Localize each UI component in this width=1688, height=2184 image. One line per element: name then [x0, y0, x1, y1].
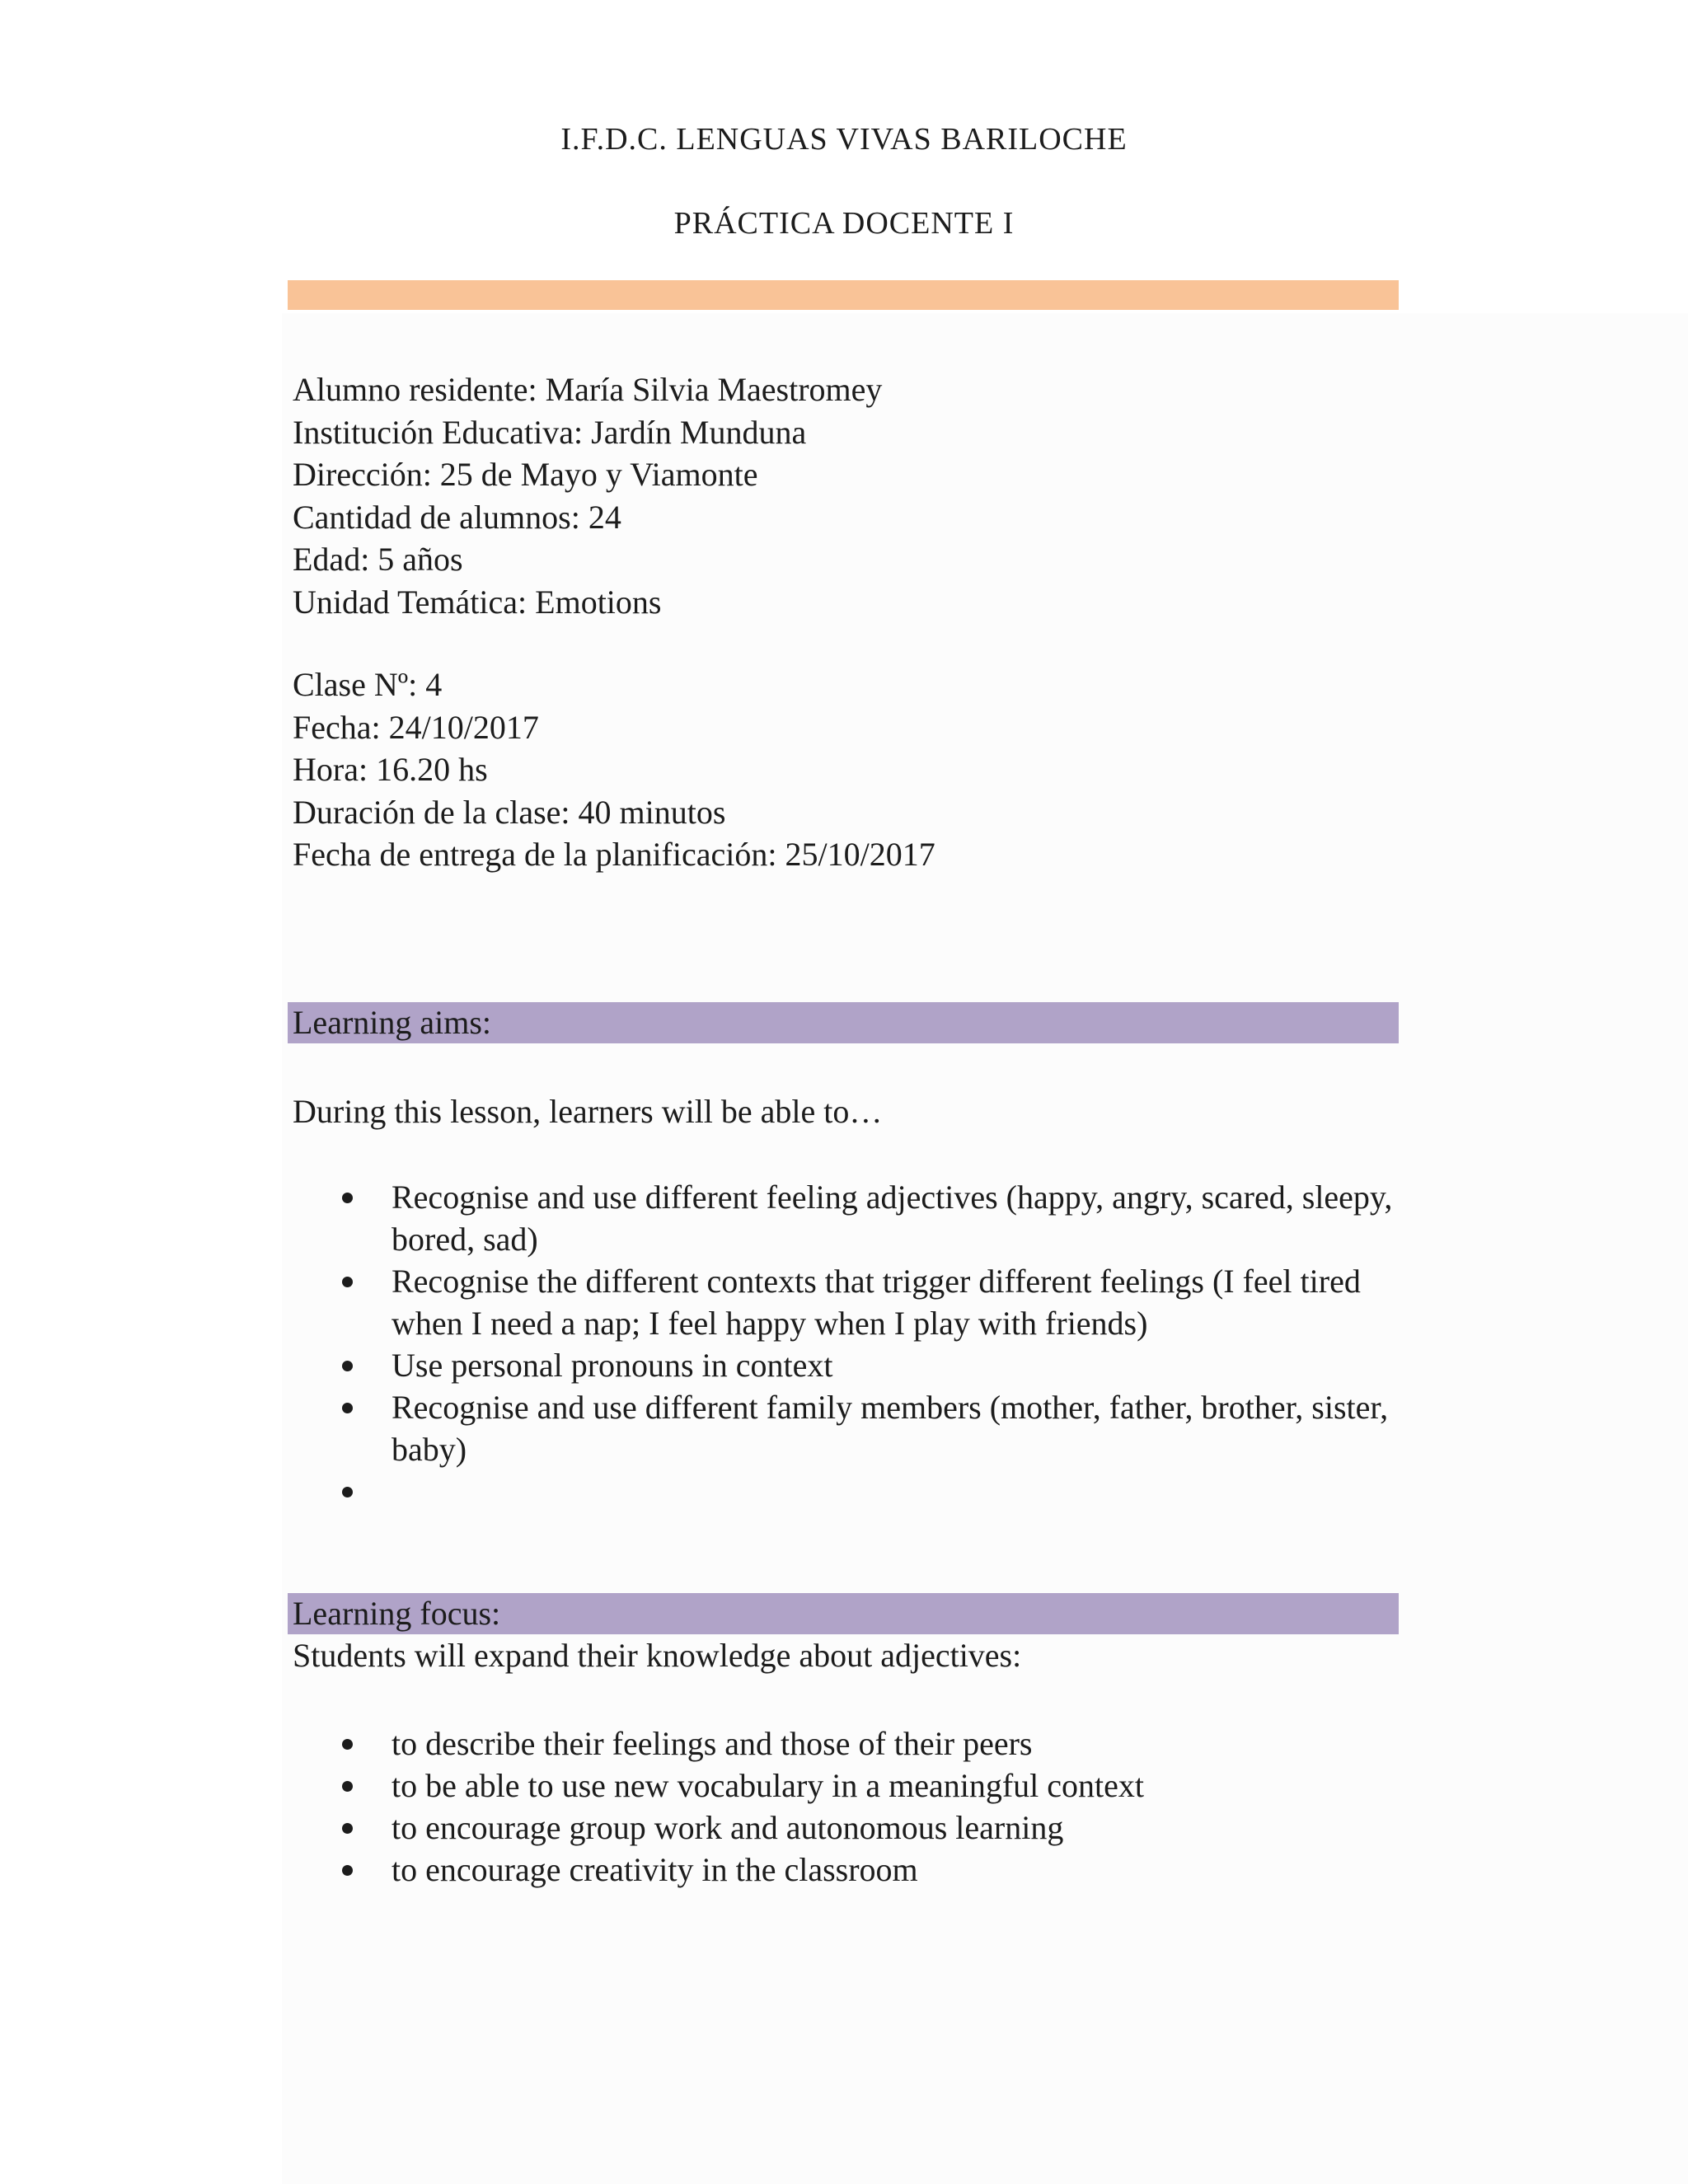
learning-aims-band: [288, 1002, 1399, 1043]
class-info-block: [293, 663, 935, 876]
course-title: PRÁCTICA DOCENTE I: [673, 206, 1015, 241]
bullet-icon: [342, 1739, 353, 1750]
list-item: Recognise the different contexts that trigger different feelings (I feel tired when I need a nap; I feel happy when I play with friends): [293, 1260, 1397, 1344]
list-item: Recognise and use different family members (mother, father, brother, sister, baby): [293, 1386, 1397, 1470]
class-date: Fecha: 24/10/2017: [293, 708, 539, 746]
learning-focus-band: [288, 1593, 1399, 1634]
thematic-unit: Unidad Temática: Emotions: [293, 583, 662, 621]
list-item: to encourage group work and autonomous learning: [293, 1807, 1397, 1849]
student-name: Alumno residente: María Silvia Maestromey: [293, 371, 883, 408]
institution-name: Institución Educativa: Jardín Munduna: [293, 413, 807, 451]
institution-title: I.F.D.C. LENGUAS VIVAS BARILOCHE: [560, 122, 1128, 157]
orange-divider-bar: [288, 280, 1399, 310]
list-item: [293, 1470, 1397, 1512]
list-item: to describe their feelings and those of their peers: [293, 1722, 1397, 1765]
learning-focus-heading: Learning focus:: [293, 1595, 501, 1632]
list-item: to encourage creativity in the classroom: [293, 1849, 1397, 1891]
bullet-icon: [342, 1403, 353, 1413]
learning-aims-list: [293, 1176, 1397, 1512]
bullet-icon: [342, 1361, 353, 1371]
bullet-icon: [342, 1781, 353, 1792]
class-number: Clase Nº: 4: [293, 666, 443, 703]
bullet-icon: [342, 1193, 353, 1203]
bullet-icon: [342, 1865, 353, 1876]
list-item: Use personal pronouns in context: [293, 1344, 1397, 1386]
bullet-icon: [342, 1277, 353, 1287]
delivery-date: Fecha de entrega de la planificación: 25/10/2017: [293, 836, 935, 873]
class-time: Hora: 16.20 hs: [293, 751, 488, 788]
student-info-block: [293, 368, 882, 623]
list-item: to be able to use new vocabulary in a meaningful context: [293, 1765, 1397, 1807]
learning-aims-heading: Learning aims:: [293, 1004, 492, 1041]
class-duration: Duración de la clase: 40 minutos: [293, 793, 726, 831]
age: Edad: 5 años: [293, 541, 463, 578]
address: Dirección: 25 de Mayo y Viamonte: [293, 456, 758, 493]
learning-focus-intro: Students will expand their knowledge about adjectives:: [293, 1637, 1022, 1674]
learning-focus-list: [293, 1722, 1397, 1891]
bullet-icon: [342, 1823, 353, 1834]
list-item: Recognise and use different feeling adjectives (happy, angry, scared, sleepy, bored, sad): [293, 1176, 1397, 1260]
learning-aims-intro: During this lesson, learners will be able to…: [293, 1093, 883, 1130]
student-count: Cantidad de alumnos: 24: [293, 498, 621, 536]
bullet-icon: [342, 1487, 353, 1497]
